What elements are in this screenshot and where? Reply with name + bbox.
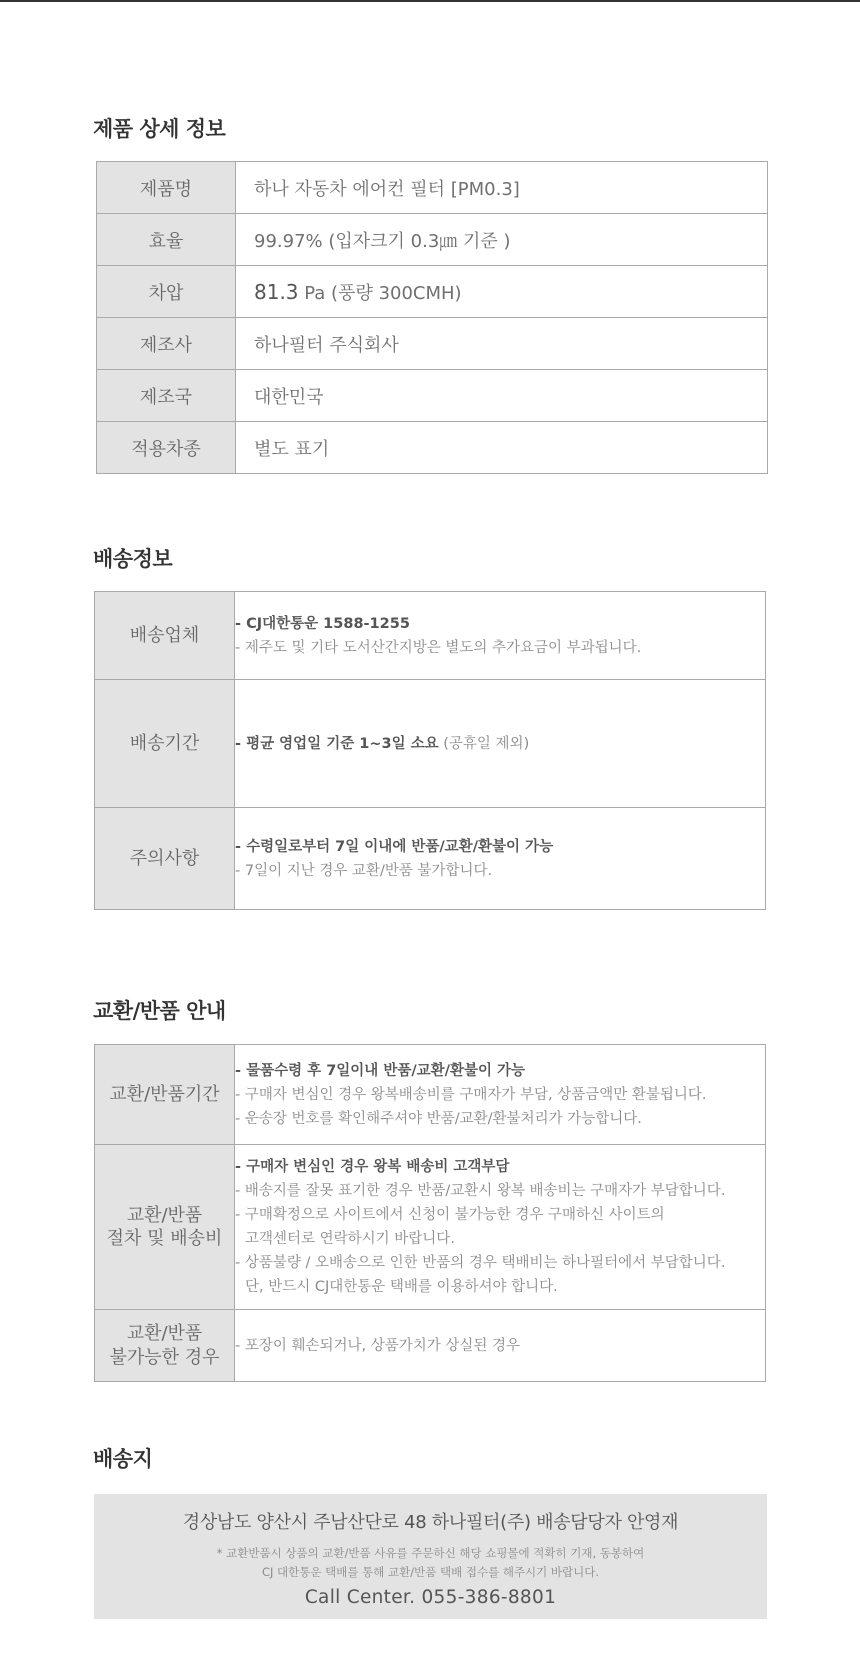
table-row	[95, 1310, 766, 1382]
shipping-section-title: 배송정보	[93, 547, 173, 571]
product-info-table	[96, 161, 768, 474]
row-content	[235, 1145, 766, 1310]
line-text: - CJ대한통운 1588-1255	[235, 615, 410, 632]
line-text: (공휴일 제외)	[438, 735, 530, 752]
return-address: 경상남도 양산시 주남산단로 48 하나필터(주) 배송담당자 안영재	[182, 1512, 679, 1533]
address-box	[94, 1494, 767, 1619]
row-value: 99.97% (입자크기 0.3㎛ 기준 )	[236, 214, 768, 266]
pressure-value: 81.3	[254, 279, 299, 304]
row-value: 대한민국	[236, 370, 768, 422]
line-text: - 구매확정으로 사이트에서 신청이 불가능한 경우 구매하신 사이트의	[235, 1207, 665, 1223]
row-content	[235, 1045, 766, 1145]
row-label: 적용차종	[97, 422, 236, 474]
table-row	[97, 318, 768, 370]
table-row	[95, 592, 766, 680]
row-label: 차압	[97, 266, 236, 318]
row-label: 제품명	[97, 162, 236, 214]
line-text: - 상품불량 / 오배송으로 인한 반품의 경우 택배비는 하나필터에서 부담합니다.	[235, 1255, 726, 1271]
row-label: 제조사	[97, 318, 236, 370]
row-label: 효율	[97, 214, 236, 266]
label-line: 교환/반품	[126, 1204, 203, 1226]
line-text: - 평균 영업일 기준 1~3일 소요	[235, 735, 439, 752]
row-label	[95, 1310, 235, 1382]
table-row	[97, 266, 768, 318]
row-label: 배송업체	[95, 592, 235, 680]
exchange-section-title: 교환/반품 안내	[93, 999, 226, 1023]
label-line: 교환/반품	[126, 1323, 203, 1345]
table-row	[97, 422, 768, 474]
row-value: 별도 표기	[236, 422, 768, 474]
row-content	[235, 592, 766, 680]
line-text: 고객센터로 연락하시기 바랍니다.	[245, 1231, 455, 1247]
row-content	[235, 680, 766, 808]
line-text: - 7일이 지난 경우 교환/반품 불가합니다.	[235, 862, 493, 879]
label-line: 불가능한 경우	[109, 1346, 220, 1368]
row-content	[235, 808, 766, 910]
exchange-info-table	[94, 1044, 766, 1382]
table-row	[97, 162, 768, 214]
product-section-title: 제품 상세 정보	[93, 117, 226, 141]
table-row	[95, 808, 766, 910]
shipping-info-table	[94, 591, 766, 910]
row-value: 하나필터 주식회사	[236, 318, 768, 370]
line-text: 단, 반드시 CJ대한통운 택배를 이용하셔야 합니다.	[245, 1279, 558, 1295]
table-row	[97, 214, 768, 266]
table-row	[95, 1145, 766, 1310]
line-text: - 제주도 및 기타 도서산간지방은 별도의 추가요금이 부과됩니다.	[235, 639, 642, 656]
line-text: - 구매자 변심인 경우 왕복배송비를 구매자가 부담, 상품금액만 환불됩니다.	[235, 1086, 707, 1103]
pressure-unit: Pa (풍량 300CMH)	[298, 282, 462, 304]
row-label: 배송기간	[95, 680, 235, 808]
table-row	[95, 1045, 766, 1145]
line-text: - 물품수령 후 7일이내 반품/교환/환불이 가능	[235, 1062, 526, 1079]
return-note: CJ 대한통운 택배를 통해 교환/반품 택배 접수를 해주시기 바랍니다.	[261, 1565, 600, 1579]
row-value: 하나 자동차 에어컨 필터 [PM0.3]	[236, 162, 768, 214]
row-label: 교환/반품기간	[95, 1045, 235, 1145]
row-label: 주의사항	[95, 808, 235, 910]
row-label	[95, 1145, 235, 1310]
delivery-section-title: 배송지	[93, 1447, 153, 1471]
row-content	[235, 1310, 766, 1382]
table-row	[95, 680, 766, 808]
line-text: - 포장이 훼손되거나, 상품가치가 상실된 경우	[235, 1337, 521, 1354]
call-center-number: Call Center. 055-386-8801	[304, 1587, 557, 1608]
line-text: - 수령일로부터 7일 이내에 반품/교환/환불이 가능	[235, 838, 554, 855]
row-value	[236, 266, 768, 318]
line-text: - 구매자 변심인 경우 왕복 배송비 고객부담	[235, 1159, 510, 1175]
line-text: - 배송지를 잘못 표기한 경우 반품/교환시 왕복 배송비는 구매자가 부담합니다.	[235, 1183, 726, 1199]
table-row	[97, 370, 768, 422]
row-label: 제조국	[97, 370, 236, 422]
return-note: * 교환반품시 상품의 교환/반품 사유를 주문하신 해당 쇼핑몰에 적확히 기재, 동봉하여	[216, 1546, 645, 1560]
top-divider	[0, 0, 860, 2]
label-line: 절차 및 배송비	[106, 1228, 223, 1249]
line-text: - 운송장 번호를 확인해주셔야 반품/교환/환불처리가 가능합니다.	[235, 1110, 642, 1127]
